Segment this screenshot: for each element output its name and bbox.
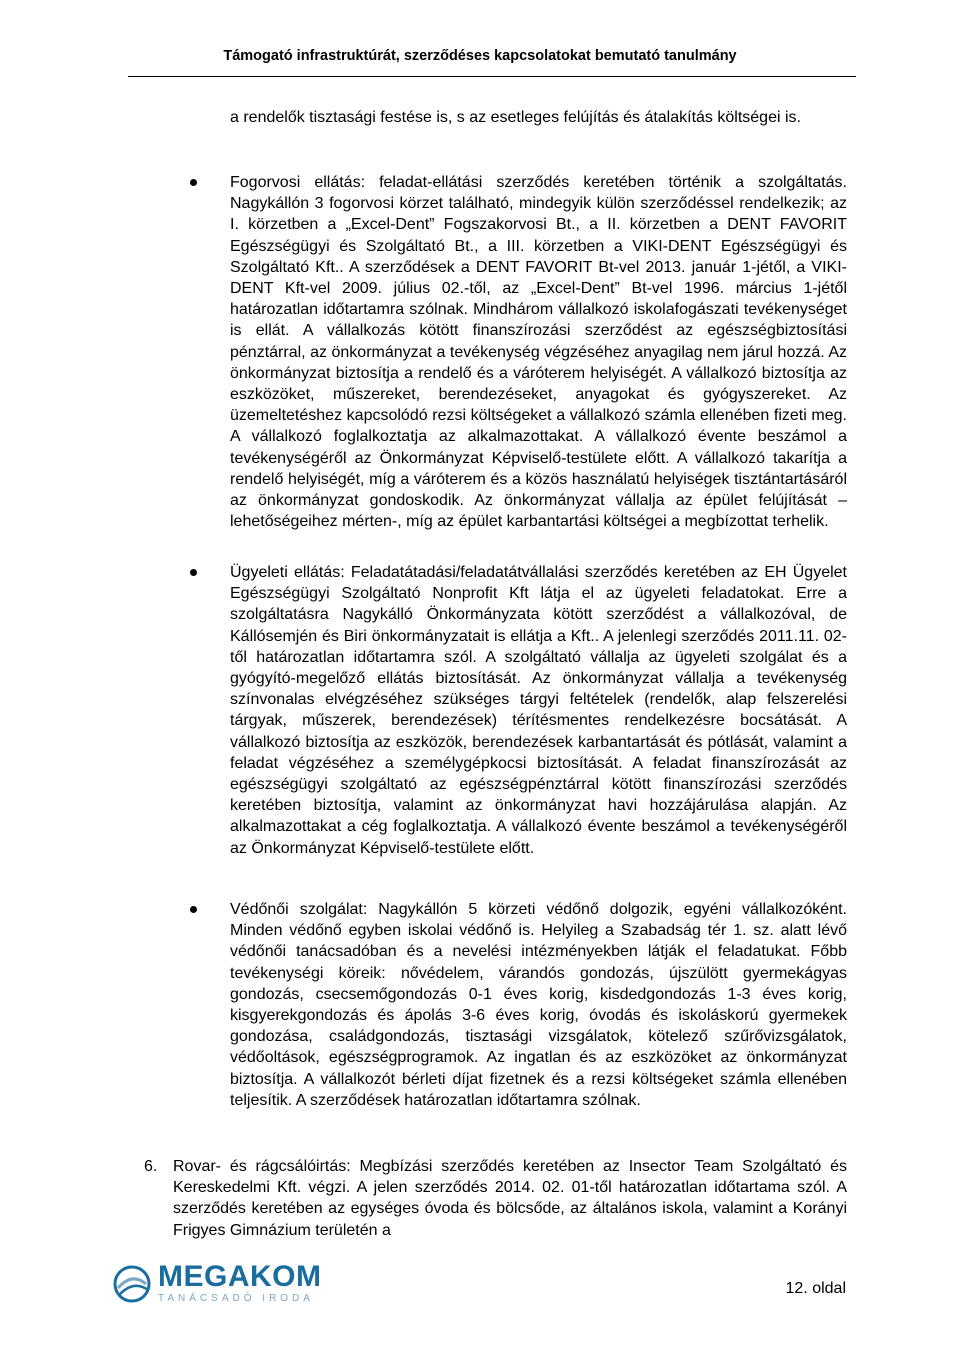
list-item-text: Ügyeleti ellátás: Feladatátadási/feladatátvállalási szerződés keretében az EH Ügyelet Egészségügyi Szolgáltató Nonprofit Kft látja el az ügyeleti feladatokat. Erre a szolgáltatásra Nagykálló Önkormányzata kötött szerződést a vállalkozóval, de Kállósemjén és Biri önkormányzatait is ellátja a Kft.. A jelenlegi szerződés 2011.11. 02-től határozatlan időtartamra szól. A szolgáltató vállalja az ügyeleti szolgálat és a gyógyító-megelőző ellátás biztosítását. Az önkormányzat vállalja a tevékenység színvonalas elvégzéséhez szükséges tárgyi feltételek (rendelők, alap felszerelési tárgyak, műszerek, berendezések) térítésmentes rendelkezésre bocsátását. A vállalkozó biztosítja az eszközök, berendezések karbantartását és pótlását, valamint a feladat végzéséhez a személygépkocsi biztosítását. A feladat finanszírozását az egészségügyi szolgáltató az egészségpénztárral kötött finanszírozási szerződés keretében biztosítja, valamint az önkormányzat havi hozzájárulása alapján. Az alkalmazottakat a cég foglalkoztatja. A vállalkozó évente beszámol a tevékenységéről az Önkormányzat Képviselő-testülete előtt. [230, 564, 847, 857]
bullet-icon [190, 569, 197, 576]
continuation-paragraph: a rendelők tisztasági festése is, s az esetleges felújítás és átalakítás költségei is. [230, 109, 801, 126]
page-header: Támogató infrastruktúrát, szerződéses kapcsolatokat bemutató tanulmány [223, 48, 737, 64]
list-item-ugyeleti [230, 562, 847, 859]
logo-subtitle: TANÁCSADÓ IRODA [158, 1293, 314, 1304]
megakom-logo-mark-icon [112, 1264, 152, 1304]
list-item-text: Fogorvosi ellátás: feladat-ellátási szerződés keretében történik a szolgáltatás. Nagykállón 3 fogorvosi körzet található, mindegyik külön szerződéssel rendelkezik; az I. körzetben a „Excel-Dent” Fogszakorvosi Bt., a II. körzetben a DENT FAVORIT Egészségügyi és Szolgáltató Bt., a III. körzetben a VIKI-DENT Egészségügyi és Szolgáltató Kft.. A szerződések a DENT FAVORIT Bt-vel 2013. január 1-jétől, a VIKI-DENT Kft-vel 2009. július 02.-től, az „Excel-Dent” Bt-vel 1996. március 1-jétől határozatlan időtartamra szólnak. Mindhárom vállalkozó iskolafogászati tevékenységet is ellát. A vállalkozás kötött finanszírozási szerződést az egészségbiztosítási pénztárral, az önkormányzat a tevékenység végzéséhez anyagilag nem járul hozzá. Az önkormányzat biztosítja a rendelő és a váróterem helyiségét. A vállalkozó biztosítja az eszközöket, műszereket, berendezéseket, anyagokat és gyógyszereket. Az üzemeltetéshez kapcsolódó rezsi költségeket a vállalkozó számla ellenében fizeti meg. A vállalkozó foglalkoztatja az alkalmazottakat. A vállalkozó évente beszámol a tevékenységéről az Önkormányzat Képviselő-testülete előtt. A vállalkozó takarítja a rendelő helyiségét, míg a váróterem és a közös használatú helyiségek tisztántartásáról az önkormányzat gondoskodik. Az önkormányzat vállalja az épület felújítását – lehetőségeihez mérten-, míg az épület karbantartási költségei a megbízottat terhelik. [230, 174, 847, 531]
numbered-item-text: Rovar- és rágcsálóirtás: Megbízási szerződés keretében az Insector Team Szolgáltató és Kereskedelmi Kft. végzi. A jelen szerződés 2014. 02. 01-től határozatlan időtartama szól. A szerződés keretében az egységes óvoda és bölcsőde, az általános iskola, valamint a Korányi Frigyes Gimnázium területén a [173, 1158, 847, 1239]
list-item-vedonoi [230, 899, 847, 1111]
list-item-text: Védőnői szolgálat: Nagykállón 5 körzeti védőnő dolgozik, egyéni vállalkozóként. Minden védőnő egyben iskolai védőnő is. Helyileg a Szabadság tér 1. sz. alatt lévő védőnői tanácsadóban és a nevelési intézményekben látják el feladatukat. Főbb tevékenységi köreik: nővédelem, várandós gondozás, újszülött gyermekágyas gondozás, csecsemőgondozás 0-1 éves korig, kisdedgondozás 1-3 éves korig, kisgyerekgondozás és ápolás 3-6 éves korig, óvodás és iskoláskorú gyermekek gondozása, családgondozás, tisztasági vizsgálatok, kötelező szűrővizsgálatok, védőoltások, egészségprogramok. Az ingatlan és az eszközöket az önkormányzat biztosítja. A vállalkozót bérleti díjat fizetnek és a rezsi költségeket számla ellenében teljesítik. A szerződések határozatlan időtartamra szólnak. [230, 901, 847, 1109]
list-number: 6. [144, 1158, 158, 1175]
list-item-fogorvosi [230, 172, 847, 532]
megakom-logo [112, 1262, 322, 1306]
logo-name: MEGAKOM [158, 1260, 322, 1293]
bullet-icon [190, 179, 197, 186]
page-number: 12. oldal [785, 1280, 846, 1297]
numbered-item-6 [144, 1156, 847, 1241]
header-divider [128, 76, 856, 77]
bullet-icon [190, 906, 197, 913]
